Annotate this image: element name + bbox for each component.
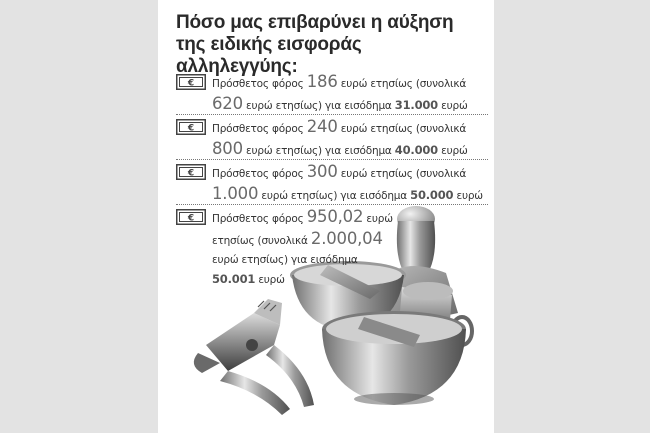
tax-row-text: Πρόσθετος φόρος 950,02 ευρώ ετησίως (συνολικά 2.000,04 ευρώ ετησίως) για εισόδημα 50.001 ευρώ	[212, 207, 393, 286]
extra-tax-amount: 950,02	[306, 207, 364, 226]
title-line-1: Πόσο μας επιβαρύνει η αύξηση	[176, 12, 454, 33]
tax-row-text: Πρόσθετος φόρος 300 ευρώ ετησίως (συνολικά 1.000 ευρώ ετησίως) για εισόδημα 50.000 ευρώ	[212, 162, 483, 203]
dotted-separator	[176, 159, 488, 160]
total-tax-amount: 620	[212, 94, 243, 113]
euro-banknote-icon	[176, 209, 206, 225]
extra-tax-amount: 300	[306, 162, 338, 181]
svg-text:€: €	[187, 213, 195, 224]
income-amount: 50.000	[410, 188, 454, 202]
hair-clipper	[194, 299, 314, 415]
total-tax-amount: 2.000,04	[310, 229, 383, 248]
dotted-separator	[176, 114, 488, 115]
tax-row-2	[176, 117, 486, 161]
income-amount: 50.001	[212, 272, 256, 286]
extra-tax-amount: 240	[306, 117, 338, 136]
svg-text:€: €	[187, 78, 195, 89]
infographic-panel	[158, 0, 494, 433]
svg-text:€: €	[187, 123, 195, 134]
income-amount: 31.000	[394, 98, 438, 112]
tax-row-1	[176, 72, 486, 116]
euro-banknote-icon	[176, 164, 206, 180]
svg-text:€: €	[187, 168, 195, 179]
title-line-2: της ειδικής εισφοράς αλληλεγγύης:	[176, 34, 362, 77]
income-amount: 40.000	[394, 143, 438, 157]
tax-row-4	[176, 207, 486, 290]
euro-banknote-icon	[176, 119, 206, 135]
tax-row-text: Πρόσθετος φόρος 186 ευρώ ετησίως (συνολικά 620 ευρώ ετησίως) για εισόδημα 31.000 ευρώ	[212, 72, 468, 113]
tax-row-text: Πρόσθετος φόρος 240 ευρώ ετησίως (συνολικά 800 ευρώ ετησίως) για εισόδημα 40.000 ευρώ	[212, 117, 468, 158]
euro-banknote-icon	[176, 74, 206, 90]
extra-tax-amount: 186	[306, 72, 338, 91]
shaving-bowl-large	[322, 311, 466, 405]
infographic-title	[176, 12, 488, 78]
total-tax-amount: 800	[212, 139, 243, 158]
total-tax-amount: 1.000	[212, 184, 259, 203]
